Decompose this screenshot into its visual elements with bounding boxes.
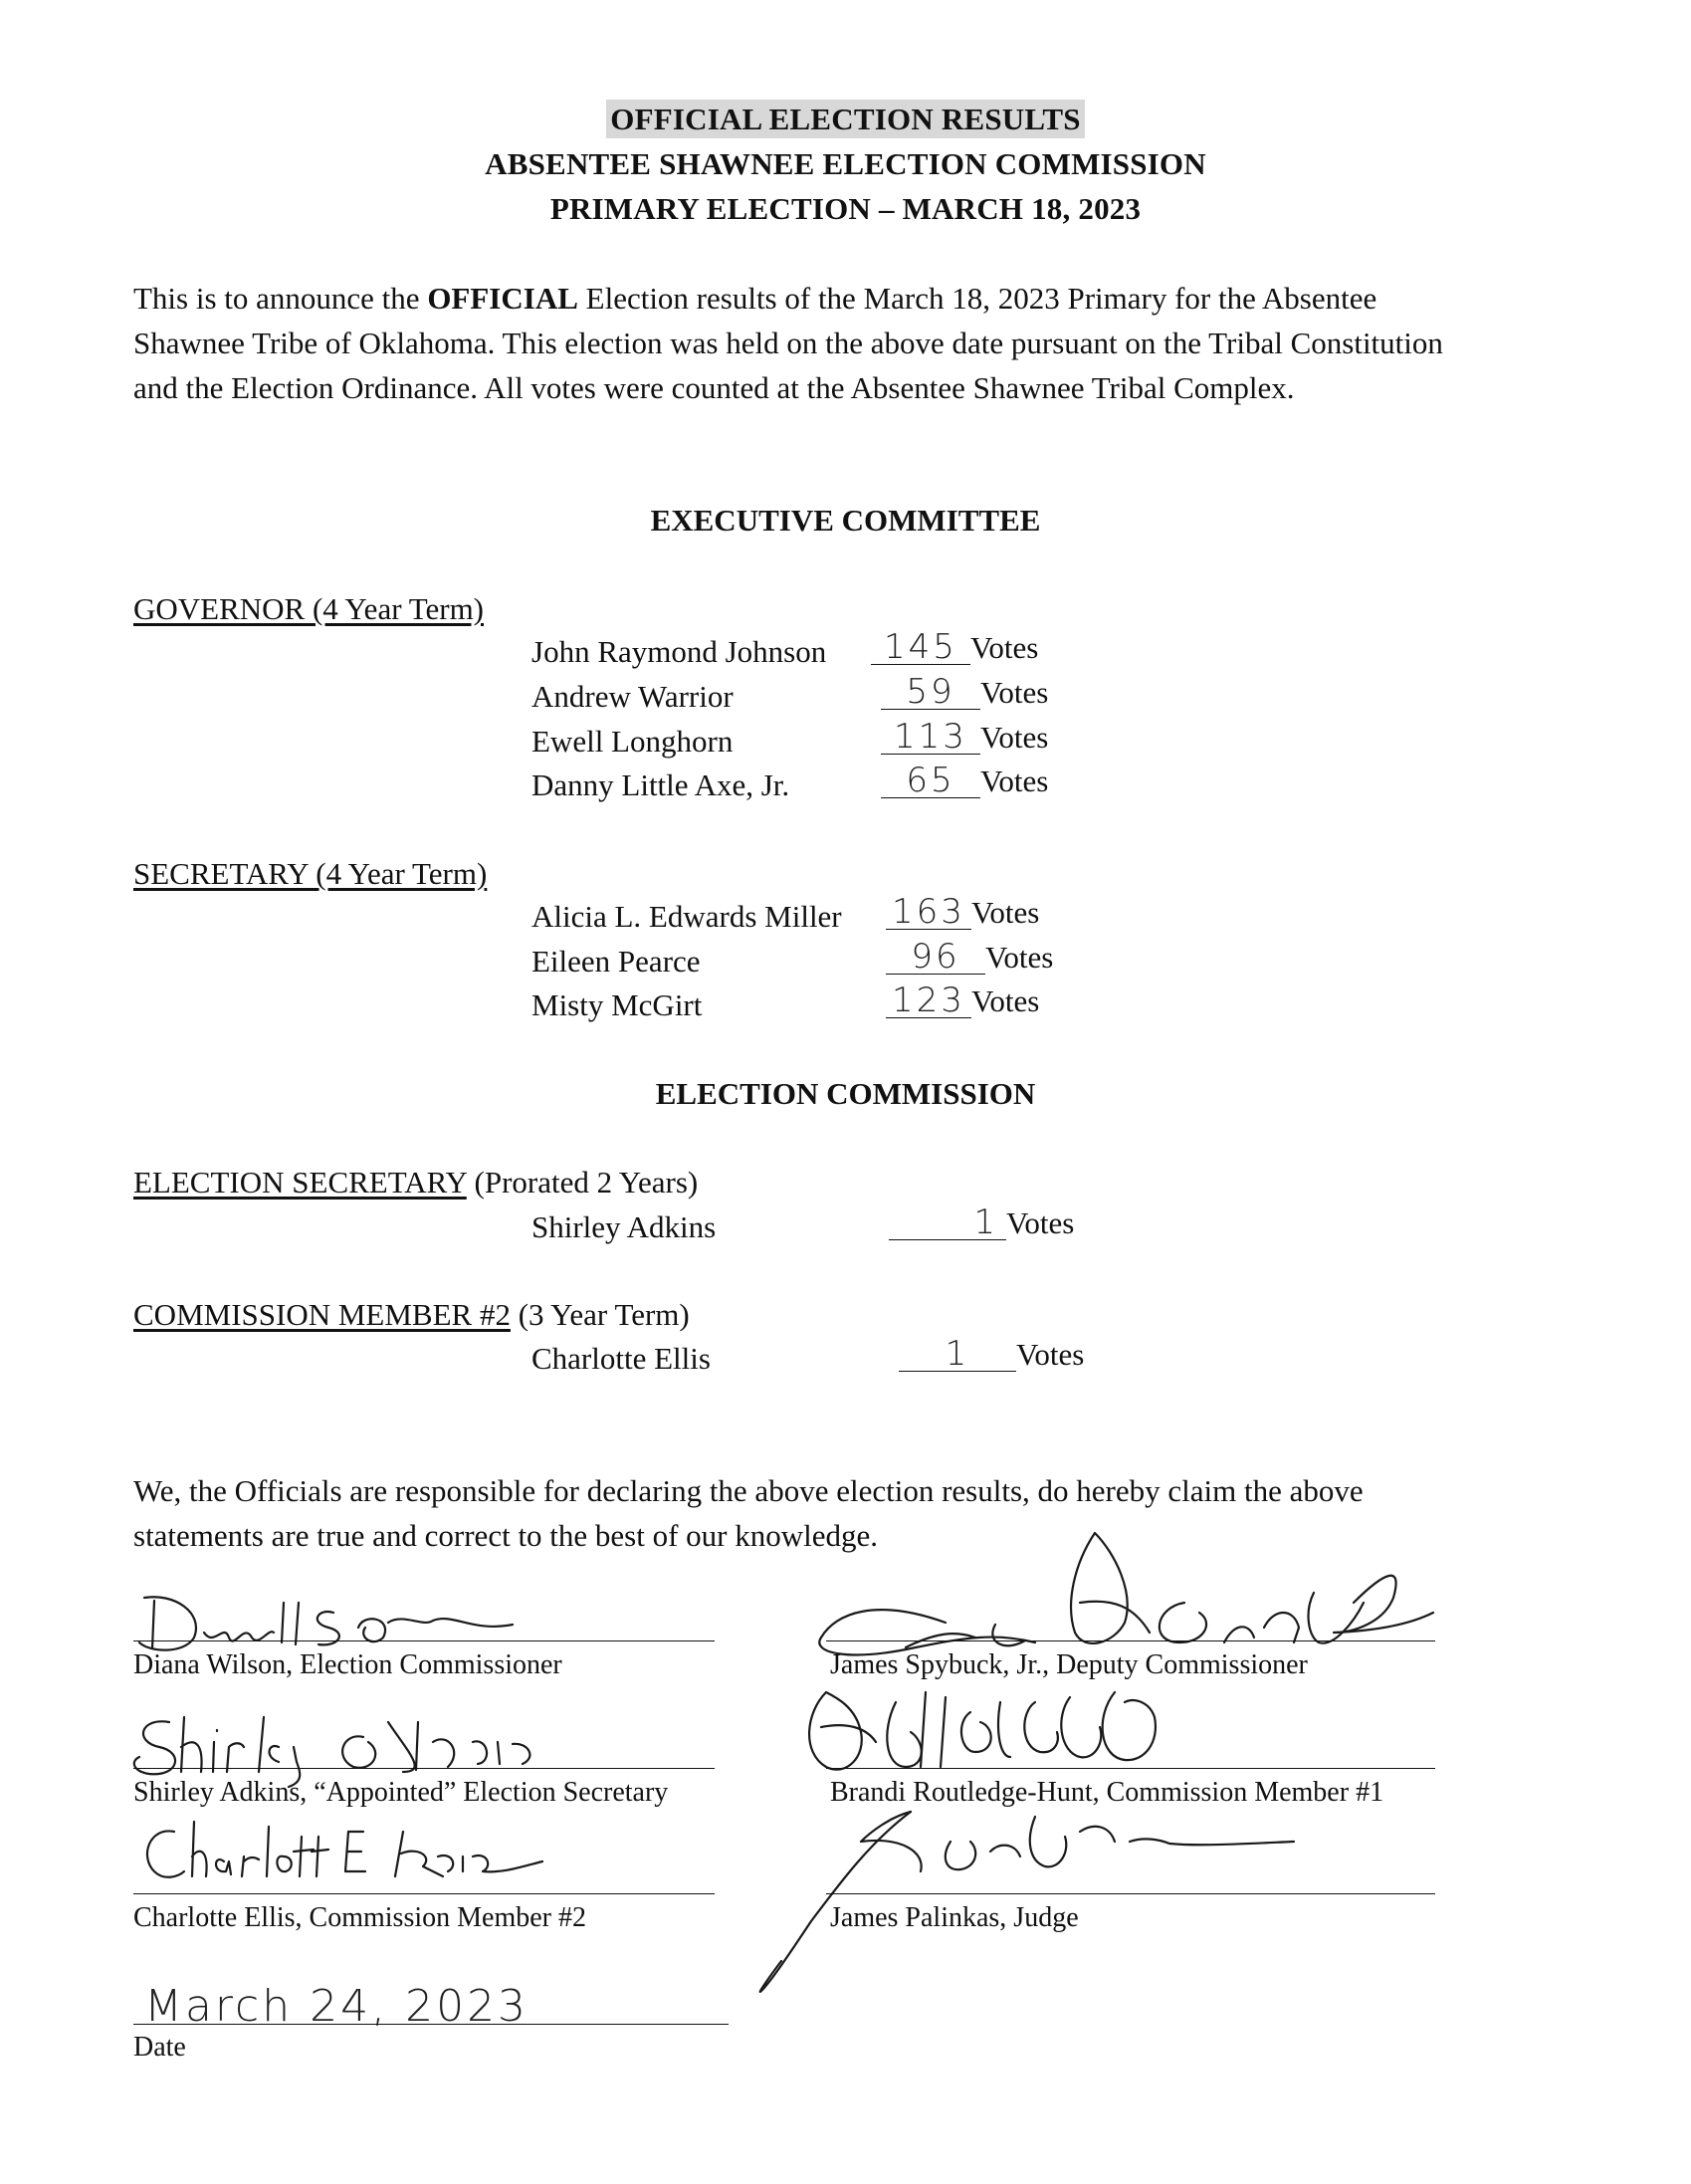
header-line-2: ABSENTEE SHAWNEE ELECTION COMMISSION — [485, 146, 1206, 181]
candidate-name: Alicia L. Edwards Miller — [531, 899, 842, 934]
election-secretary-title: ELECTION SECRETARY (Prorated 2 Years) — [133, 1165, 699, 1200]
candidate-name: Ewell Longhorn — [531, 724, 734, 759]
vote-entry: 145 Votes — [871, 630, 1038, 666]
signature-line — [826, 1768, 1435, 1769]
declaration-line-2: statements are true and correct to the best of our knowledge. — [133, 1518, 879, 1553]
vote-count: 59 — [881, 675, 980, 710]
signature-line — [133, 1640, 715, 1641]
vote-count: 65 — [881, 764, 980, 798]
vote-count: 113 — [881, 720, 980, 755]
signature-date-value: March 24, 2023 — [144, 1981, 529, 2032]
signature-label: Brandi Routledge-Hunt, Commission Member #1 — [830, 1777, 1384, 1808]
date-line — [133, 2024, 729, 2025]
candidate-name: Charlotte Ellis — [531, 1341, 711, 1376]
vote-count: 123 — [886, 983, 971, 1018]
vote-entry: 1 Votes — [899, 1337, 1084, 1373]
declaration-line-1: We, the Officials are responsible for declaring the above election results, do hereby claim the above — [133, 1473, 1364, 1508]
executive-committee-title: EXECUTIVE COMMITTEE — [650, 503, 1041, 538]
vote-entry: 96 Votes — [886, 940, 1053, 976]
vote-count: 1 — [899, 1337, 1016, 1372]
governor-title: GOVERNOR (4 Year Term) — [133, 591, 485, 626]
vote-entry: 59 Votes — [881, 675, 1048, 711]
header-line-3: PRIMARY ELECTION – MARCH 18, 2023 — [549, 191, 1142, 226]
candidate-name: Danny Little Axe, Jr. — [531, 767, 790, 802]
vote-entry: 163 Votes — [886, 895, 1039, 931]
vote-entry: 113 Votes — [881, 720, 1048, 756]
vote-count: 145 — [871, 630, 970, 665]
vote-count: 96 — [886, 940, 985, 975]
vote-entry: 1 Votes — [889, 1205, 1074, 1241]
candidate-name: Andrew Warrior — [531, 679, 734, 714]
vote-entry: 65 Votes — [881, 764, 1048, 799]
header-line-1: OFFICIAL ELECTION RESULTS — [0, 102, 1691, 137]
signature-line — [133, 1893, 715, 1894]
candidate-name: John Raymond Johnson — [531, 634, 827, 669]
vote-count: 163 — [886, 895, 971, 930]
signature-line — [826, 1640, 1435, 1641]
james-spybuck-signature-mark — [796, 1513, 1433, 1672]
secretary-title: SECRETARY (4 Year Term) — [133, 856, 488, 891]
james-palinkas-signature-mark — [751, 1782, 1309, 2001]
candidate-name: Misty McGirt — [531, 987, 703, 1022]
signature-label: Charlotte Ellis, Commission Member #2 — [133, 1902, 586, 1933]
brandi-routledge-hunt-signature-mark — [796, 1672, 1194, 1782]
charlotte-ellis-signature-mark — [134, 1812, 572, 1891]
candidate-name: Eileen Pearce — [531, 944, 701, 979]
signature-label: James Palinkas, Judge — [830, 1902, 1079, 1933]
commission-member-2-title: COMMISSION MEMBER #2 (3 Year Term) — [133, 1297, 690, 1332]
signature-label: Shirley Adkins, “Appointed” Election Secretary — [133, 1777, 669, 1808]
election-commission-title: ELECTION COMMISSION — [655, 1076, 1036, 1111]
signature-line — [133, 1768, 715, 1769]
signature-label: Diana Wilson, Election Commissioner — [133, 1649, 562, 1680]
vote-count: 1 — [889, 1205, 1006, 1240]
signature-line — [826, 1893, 1435, 1894]
intro-paragraph: This is to announce the OFFICIAL Election results of the March 18, 2023 Primary for the Absentee Shawnee Tribe of Oklahoma. This election was held on the above date pursuant on the Tribal Constitution and the Election Ordinance. All votes were counted at the Absentee Shawnee Tribal Complex. — [133, 281, 1443, 405]
signature-label: James Spybuck, Jr., Deputy Commissioner — [830, 1649, 1308, 1680]
vote-entry: 123 Votes — [886, 983, 1039, 1019]
candidate-name: Shirley Adkins — [531, 1209, 717, 1244]
date-label: Date — [133, 2032, 186, 2063]
